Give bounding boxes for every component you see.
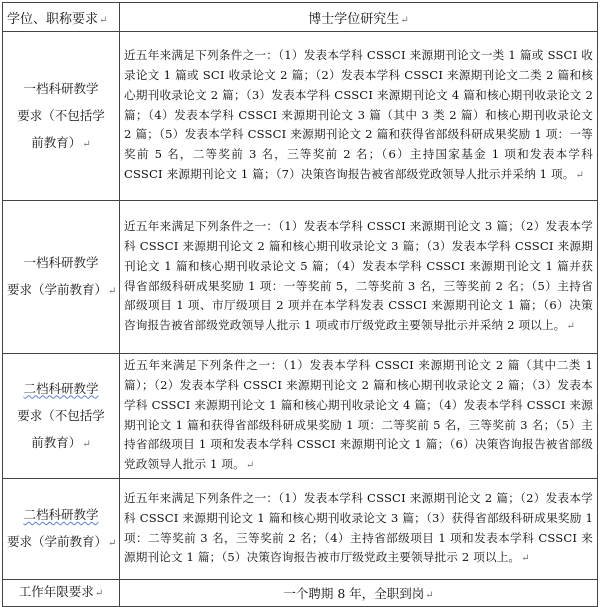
paragraph-mark: ↵	[521, 553, 530, 565]
row-label-tier2-excl-preschool	[3, 354, 120, 479]
paragraph-mark: ↵	[108, 286, 117, 297]
paragraph-mark: ↵	[82, 438, 91, 450]
row-content-tier1-excl-preschool	[120, 32, 598, 201]
row-label-tier1-excl-preschool	[3, 32, 120, 201]
row-label-line: 一档科研教学	[23, 255, 99, 270]
row-label-line: 二档科研教学	[23, 507, 99, 522]
row-label-line: 前教育）	[31, 134, 82, 150]
paragraph-mark: ↵	[566, 321, 575, 333]
row-label-tier1-preschool	[3, 201, 120, 354]
footer-value-cell	[120, 580, 598, 607]
paragraph-mark: ↵	[99, 14, 108, 26]
paragraph-mark: ↵	[425, 590, 434, 601]
row-label-line: 要求（学前教育）	[7, 282, 108, 297]
table-row	[3, 32, 598, 201]
header-cell-doctoral	[120, 3, 598, 32]
paragraph-mark: ↵	[108, 538, 117, 549]
requirements-table	[2, 2, 598, 607]
row-content-text: 近五年来满足下列条件之一：（1）发表本学科 CSSCI 来源期刊论文一类 1 篇或 SSCI 收录论文 1 篇或 SCI 收录论文 2 篇；（2）发表本学科 CSSCI 来源期刊论文二类 2 篇和核心期刊收录论文 2 篇；（3）发表本学科 CSSCI 来源期刊论文 4 篇和核心期刊收录论文 2 篇；（4）发表本学科 CSSCI 来源期刊论文 3 篇（其中 3 类 2 篇）和核心期刊收录论文 2 篇；（5）发表本学科 CSSCI 来源期刊论文 2 篇和获得省部级科研成果奖励 1 项：一等奖前 5 名，二等奖前 3 名，三等奖前 2 名；（6）主持国家基金 1 项和发表本学科 CSSCI 来源期刊论文 1 篇；（7）决策咨询报告被省部级党政领导人批示并采纳 1 项。	[124, 48, 593, 181]
row-label-line: 二档科研教学	[23, 380, 99, 396]
paragraph-mark: ↵	[400, 14, 409, 26]
table-row	[3, 354, 598, 479]
table-header-row	[3, 3, 598, 32]
row-content-tier2-excl-preschool	[120, 354, 598, 479]
row-label-line: 一档科研教学	[23, 80, 99, 96]
footer-label: 工作年限要求	[18, 584, 94, 599]
paragraph-mark: ↵	[94, 588, 104, 599]
row-label-tier2-preschool	[3, 479, 120, 580]
row-label-line: 要求（不包括学	[17, 107, 105, 123]
footer-value: 一个聘期 8 年，全职到岗	[283, 586, 425, 601]
table-row	[3, 479, 598, 580]
row-label-line: 要求（学前教育）	[7, 534, 108, 549]
paragraph-mark: ↵	[82, 138, 91, 150]
row-content-tier1-preschool	[120, 201, 598, 354]
row-content-text: 近五年来满足下列条件之一：（1）发表本学科 CSSCI 来源期刊论文 3 篇；（2）发表本学科 CSSCI 来源期刊论文 2 篇和核心期刊收录论文 3 篇；（3）发表本学科 CSSCI 来源期刊论文 1 篇和核心期刊收录论文 5 篇；（4）发表本学科 CSSCI 来源期刊论文 1 篇并获得省部级科研成果奖励 1 项：一等奖前 5，二等奖前 3 名，三等奖前 2 名；（5）主持省部级项目 1 项、市厅级项目 2 项并在本学科发表 CSSCI 来源期刊论文 1 篇；（6）决策咨询报告被省部级党政领导人批示 1 项或市厅级党政主要领导批示并采纳 2 项以上。	[124, 219, 593, 333]
table-row	[3, 201, 598, 354]
header-col1-text: 学位、职称要求	[7, 11, 99, 27]
paragraph-mark: ↵	[245, 460, 255, 472]
row-label-line: 前教育）	[31, 434, 82, 450]
row-content-text: 近五年来满足下列条件之一：（1）发表本学科 CSSCI 来源期刊论文 2 篇（其中二类 1 篇）；（2）发表本学科 CSSCI 来源期刊论文 2 篇和核心期刊收录论文 2 篇；（3）发表本学科 CSSCI 来源期刊论文 1 篇和核心期刊收录论文 4 篇；（4）发表本学科 CSSCI 来源期刊论文 1 篇和获得省部级科研成果奖励 1 项：二等奖前 5 名，三等奖前 3 名；（5）主持省部级项目 1 项和发表本学科 CSSCI 来源期刊论文 1 篇；（6）决策咨询报告被省部级党政领导人批示 1 项。	[124, 358, 593, 472]
row-content-text: 近五年来满足下列条件之一：（1）发表本学科 CSSCI 来源期刊论文 2 篇；（2）发表本学科 CSSCI 来源期刊论文 1 篇和核心期刊收录论文 3 篇；（3）获得省部级科研成果奖励 1 项：二等奖前 3 名，三等奖前 2 名；（4）主持省部级项目 1 项和发表本学科 CSSCI 来源期刊论文 1 篇；（5）决策咨询报告被市厅级党政主要领导批示 2 项以上。	[124, 490, 593, 565]
header-col2-text: 博士学位研究生	[308, 11, 400, 27]
row-label-line: 要求（不包括学	[17, 407, 105, 423]
header-cell-requirement	[3, 3, 120, 32]
paragraph-mark: ↵	[575, 169, 585, 181]
row-content-tier2-preschool	[120, 479, 598, 580]
footer-label-cell	[3, 580, 120, 607]
table-footer-row	[3, 580, 598, 607]
